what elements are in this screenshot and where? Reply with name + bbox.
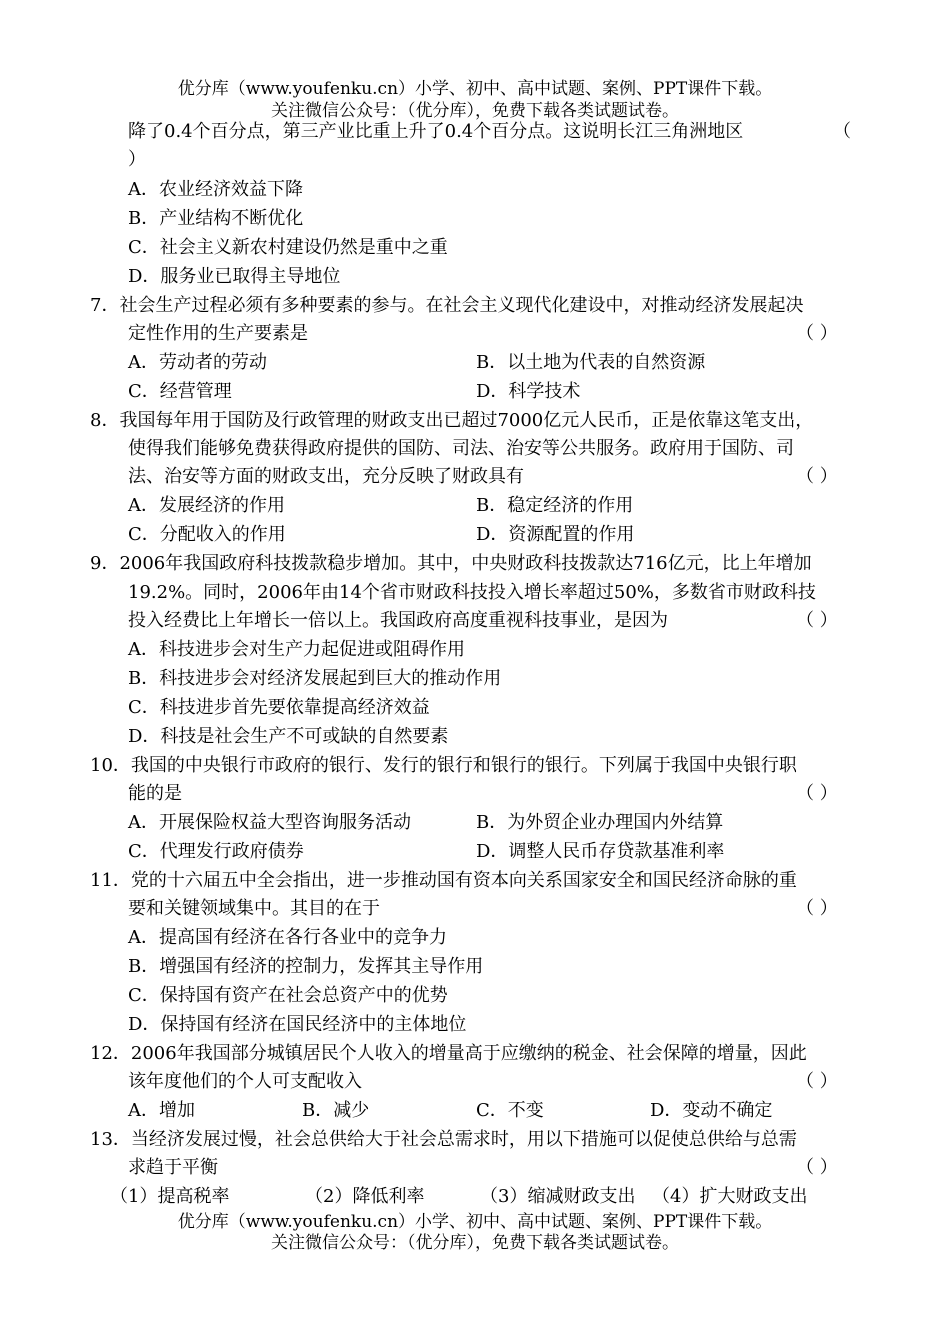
q9-option-b: B．科技进步会对经济发展起到巨大的推动作用 (128, 668, 502, 689)
q13-item-1: （1）提高税率 (110, 1186, 230, 1207)
page-footer-line1: 优分库（www.youfenku.cn）小学、初中、高中试题、案例、PPT课件下载。 (177, 1212, 773, 1232)
q8-stem-line2: 使得我们能够免费获得政府提供的国防、司法、治安等公共服务。政府用于国防、司 (128, 438, 794, 459)
q6-answer-paren-close: ） (128, 149, 146, 170)
q10-stem-line2: 能的是 (128, 783, 182, 804)
q9-option-d: D．科技是社会生产不可或缺的自然要素 (128, 726, 449, 747)
q13-stem-line1: 13．当经济发展过慢，社会总供给大于社会总需求时，用以下措施可以促使总供给与总需 (90, 1129, 797, 1150)
q6-answer-paren-open: （ (833, 121, 851, 142)
q6-option-b: B．产业结构不断优化 (128, 208, 304, 229)
q12-option-c: C．不变 (476, 1100, 544, 1121)
q8-answer-paren: （ ） (796, 466, 838, 487)
q11-stem-line2: 要和关键领域集中。其目的在于 (128, 898, 380, 919)
q12-option-b: B．减少 (302, 1100, 370, 1121)
q12-option-d: D．变动不确定 (650, 1100, 773, 1121)
q10-stem-line1: 10．我国的中央银行市政府的银行、发行的银行和银行的银行。下列属于我国中央银行职 (90, 755, 797, 776)
q7-option-b: B．以土地为代表的自然资源 (476, 352, 706, 373)
q10-option-c: C．代理发行政府债券 (128, 841, 304, 862)
q6-option-a: A．农业经济效益下降 (128, 179, 303, 200)
q7-stem-line2: 定性作用的生产要素是 (128, 323, 308, 344)
q7-answer-paren: （ ） (796, 323, 838, 344)
q8-option-c: C．分配收入的作用 (128, 524, 286, 545)
q11-option-c: C．保持国有资产在社会总资产中的优势 (128, 985, 448, 1006)
q10-option-b: B．为外贸企业办理国内外结算 (476, 812, 724, 833)
q11-option-d: D．保持国有经济在国民经济中的主体地位 (128, 1014, 467, 1035)
q7-option-a: A．劳动者的劳动 (128, 352, 267, 373)
q10-option-a: A．开展保险权益大型咨询服务活动 (128, 812, 411, 833)
q12-stem-line2: 该年度他们的个人可支配收入 (128, 1071, 362, 1092)
q6-option-c: C．社会主义新农村建设仍然是重中之重 (128, 237, 448, 258)
q13-item-4: （4）扩大财政支出 (652, 1186, 808, 1207)
q13-stem-line2: 求趋于平衡 (128, 1157, 218, 1178)
q7-stem-line1: 7．社会生产过程必须有多种要素的参与。在社会主义现代化建设中，对推动经济发展起决 (90, 295, 804, 316)
q8-stem-line3: 法、治安等方面的财政支出，充分反映了财政具有 (128, 466, 524, 487)
q13-answer-paren: （ ） (796, 1157, 838, 1178)
q8-option-b: B．稳定经济的作用 (476, 495, 634, 516)
q6-option-d: D．服务业已取得主导地位 (128, 266, 341, 287)
page-footer-line2: 关注微信公众号：（优分库），免费下载各类试题试卷。 (271, 1233, 679, 1253)
page-header-line1: 优分库（www.youfenku.cn）小学、初中、高中试题、案例、PPT课件下载。 (177, 79, 773, 99)
q8-option-a: A．发展经济的作用 (128, 495, 285, 516)
q12-answer-paren: （ ） (796, 1071, 838, 1092)
q6-stem-continued: 降了0.4个百分点，第三产业比重上升了0.4个百分点。这说明长江三角洲地区 (128, 121, 744, 142)
q11-answer-paren: （ ） (796, 898, 838, 919)
q11-option-b: B．增强国有经济的控制力，发挥其主导作用 (128, 956, 484, 977)
q9-answer-paren: （ ） (796, 610, 838, 631)
page-header-line2: 关注微信公众号：（优分库），免费下载各类试题试卷。 (271, 101, 679, 121)
q8-stem-line1: 8．我国每年用于国防及行政管理的财政支出已超过7000亿元人民币，正是依靠这笔支出， (90, 410, 814, 431)
q11-stem-line1: 11．党的十六届五中全会指出，进一步推动国有资本向关系国家安全和国民经济命脉的重 (90, 870, 797, 891)
q9-stem-line3: 投入经费比上年增长一倍以上。我国政府高度重视科技事业，是因为 (128, 610, 668, 631)
q9-option-c: C．科技进步首先要依靠提高经济效益 (128, 697, 430, 718)
q7-option-d: D．科学技术 (476, 381, 581, 402)
q12-option-a: A．增加 (128, 1100, 195, 1121)
q12-stem-line1: 12．2006年我国部分城镇居民个人收入的增量高于应缴纳的税金、社会保障的增量，因此 (90, 1043, 807, 1064)
q9-stem-line2: 19.2%。同时，2006年由14个省市财政科技投入增长率超过50%，多数省市财政科技 (128, 582, 816, 603)
q7-option-c: C．经营管理 (128, 381, 232, 402)
q13-item-2: （2）降低利率 (305, 1186, 425, 1207)
q11-option-a: A．提高国有经济在各行各业中的竞争力 (128, 927, 447, 948)
q8-option-d: D．资源配置的作用 (476, 524, 635, 545)
q10-option-d: D．调整人民币存贷款基准利率 (476, 841, 725, 862)
q10-answer-paren: （ ） (796, 783, 838, 804)
q13-item-3: （3）缩减财政支出 (480, 1186, 636, 1207)
q9-option-a: A．科技进步会对生产力起促进或阻碍作用 (128, 639, 465, 660)
q9-stem-line1: 9．2006年我国政府科技拨款稳步增加。其中，中央财政科技拨款达716亿元，比上年增加 (90, 553, 812, 574)
